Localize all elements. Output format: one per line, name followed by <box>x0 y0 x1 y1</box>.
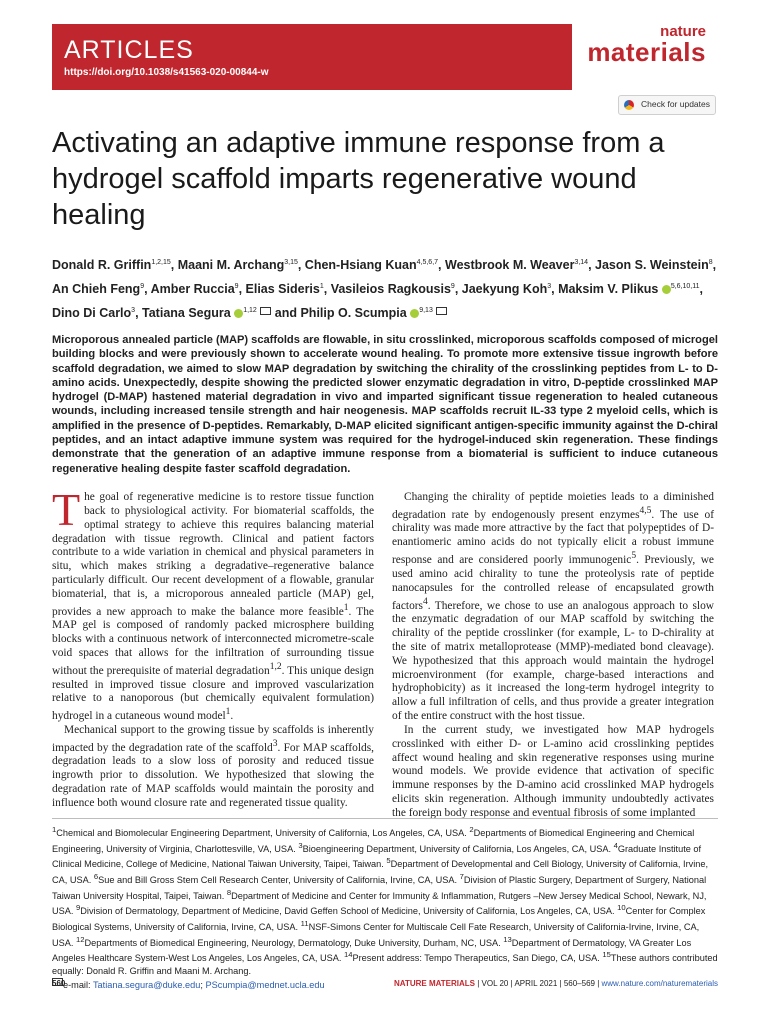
article-title: Activating an adaptive immune response from a hydrogel scaffold imparts regenerative wound healing <box>52 127 665 231</box>
journal-logo-top: nature <box>660 23 706 40</box>
body-paragraph: Changing the chirality of peptide moieties leads to a diminished degradation rate by endogenously present enzymes$^{4,5}$. The use of chirality was made more attractive by the fact that polypeptides of D-enantiomeric amino acids do not typically elicit a robust immune response and are considered poorly immunogenic$^5$. Previously, we used amino acid chirality to tune the proteolysis rate of peptide nanocapsules for the controlled release of encapsulated growth factors$^4$. Therefore, we chose to use an analogous approach to slow the enzymatic degradation of our MAP scaffold by switching the chirality of the peptide crosslinker (for example, L- to D-chirality at the site of matrix metalloprotease (MMP)-mediated bond cleavage). We hypothesized that this approach would maintain the hydrogel microenvironment (for example, charge-based interactions and hydrophobicity) as it increased the long-term hydrogel integrity to allow a full infiltration of cells, and thus provide a greater integration of the entire construct with the host tissue. <box>392 491 714 723</box>
check-updates-button[interactable] <box>618 95 716 115</box>
body-column-left <box>52 484 374 811</box>
body-column-right <box>392 491 714 821</box>
body-paragraph: In the current study, we investigated how MAP hydrogels crosslinked with either D- or L-amino acid crosslinking peptides affect wound healing and skin regenerative responses using murine wound models. We provide evidence that activation of specific immune responses by the D-amino acid crosslinked MAP hydrogels elicits skin regeneration. Although immunity undoubtedly activates the foreign body response and eventual fibrosis of some implanted <box>392 723 714 819</box>
body-paragraph: Mechanical support to the growing tissue by scaffolds is inherently impacted by the degradation rate of the scaffold$^3$. For MAP scaffolds, degradation leads to a slow loss of porosity and reduced tissue ingrowth prior to dissolution. We hypothesized that slowing the degradation rate of MAP scaffolds would maintain the porosity and influence both wound closure rate and regenerated tissue quality. <box>52 723 374 809</box>
footer-journal: NATURE MATERIALS <box>393 979 476 988</box>
drop-cap: T <box>52 484 81 535</box>
footer-citation <box>394 979 718 988</box>
page-number: 560 <box>52 979 66 988</box>
section-banner <box>52 24 572 90</box>
footer-url[interactable]: www.nature.com/naturematerials <box>601 979 718 988</box>
crossmark-icon <box>624 100 634 110</box>
body-paragraph <box>52 484 374 724</box>
journal-logo-bottom: materials <box>587 37 706 67</box>
abstract: Microporous annealed particle (MAP) scaffolds are flowable, in situ crosslinked, microporous scaffolds composed of microgel building blocks and were previously shown to accelerate wound healing. To promote more extensive tissue ingrowth before scaffold degradation, we aimed to slow MAP degradation by switching the chirality of the crosslinking peptides from L- to D-amino acids. Unexpectedly, despite showing the predicted slower enzymatic degradation in vitro, D-peptide crosslinked MAP hydrogel (D-MAP) hastened material degradation in vivo and imparted significant tissue regeneration to healed cutaneous wounds, including increased tensile strength and hair neogenesis. MAP scaffolds recruit IL-33 type 2 myeloid cells, which is amplified in the presence of D-peptides. Remarkably, D-MAP elicited significant antigen-specific immunity against the D-chiral peptides, and an intact adaptive immune system was required for the hydrogel-induced skin regeneration. These findings demonstrate that the generation of an adaptive immune response from a biomaterial is sufficient to induce cutaneous regenerative healing despite faster scaffold degradation. <box>52 334 718 475</box>
doi-link[interactable]: https://doi.org/10.1038/s41563-020-00844-w <box>64 67 269 78</box>
journal-logo[interactable] <box>578 24 706 65</box>
body-text: he goal of regenerative medicine is to restore tissue function back to physiological activity. For biomaterial scaffolds, the optimal strategy to achieve this requires balancing material degradation with tissue regrowth. Clinical and patient factors contribute to a wide variation in chemical and physical parameters in situ, which makes striking a degradative–regenerative balance particularly difficult. Our recent development of a flowable, granular biomaterial, that is, a microporous annealed particle (MAP) gel, provides a new approach to make the balance more feasible$^1$. The MAP gel is composed of randomly packed microsphere building blocks with a continuous network of interconnected micrometre-scale void spaces that allows for the infiltration of surrounding tissue without the prerequisite of material degradation$^{1,2}$. This unique design resulted in improved tissue closure and improved vascularization relative to a nanoporous (but chemically equivalent formulation) hydrogel in a cutaneous wound model$^1$. <box>52 491 374 723</box>
affiliations-divider <box>52 818 718 819</box>
footer-meta: | VOL 20 | APRIL 2021 | 560–569 | <box>475 979 602 988</box>
affiliations[interactable]: $^1$Chemical and Biomolecular Engineering Department, University of California, Los Angeles, CA, USA. $^2$Departments of Biomedical Engineering and Chemical Engineering, University of Virginia, Charlottesville, VA, USA. $^3$Bioengineering Department, University of California, Los Angeles, CA, USA. $^4$Graduate Institute of Clinical Medicine, College of Medicine, National Taiwan University, Taipei, Taiwan. $^5$Department of Developmental and Cell Biology, University of California, Irvine, CA, USA. $^6$Sue and Bill Gross Stem Cell Research Center, University of California, Irvine, CA, USA. $^7$Division of Plastic Surgery, Department of Surgery, National Taiwan University Hospital, Taipei, Taiwan. $^8$Department of Medicine and Center for Immunity & Inflammation, Rutgers –New Jersey Medical School, Newark, NJ, USA. $^9$Division of Dermatology, Department of Medicine, David Geffen School of Medicine, University of California, Los Angeles, CA, USA. $^{10}$Center for Complex Biological Systems, University of California, Irvine, CA, USA. $^{11}$NSF-Simons Center for Multiscale Cell Fate Research, University of California-Irvine, Irvine, CA, USA. $^{12}$Departments of Biomedical Engineering, Neurology, Dermatology, Duke University, Durham, NC, USA. $^{13}$Department of Dermatology, VA Greater Los Angeles Healthcare System-West Los Angeles, Los Angeles, CA, USA. $^{14}$Present address: Tempo Therapeutics, San Diego, CA, USA. $^{15}$These authors contributed equally: Donald R. Griffin and Maani M. Archang. e-mail: Tatiana.segura@duke.edu; PScumpia@mednet.ucla.edu <box>52 825 718 990</box>
section-label: ARTICLES <box>64 36 194 64</box>
check-updates-label: Check for updates <box>641 99 710 109</box>
author-list[interactable]: Donald R. Griffin$^{1,2,15}$, Maani M. Archang$^{3,15}$, Chen-Hsiang Kuan$^{4,5,6,7}$, Westbrook M. Weaver$^{3,14}$, Jason S. Weinstein$^8$, An Chieh Feng$^9$, Amber Ruccia$^9$, Elias Sideris$^1$, Vasileios Ragkousis$^9$, Jaekyung Koh$^3$, Maksim V. Plikus $^{5,6,10,11}$, Dino Di Carlo$^3$, Tatiana Segura $^{1,12}$ and Philip O. Scumpia $^{9,13}$ <box>52 258 717 321</box>
